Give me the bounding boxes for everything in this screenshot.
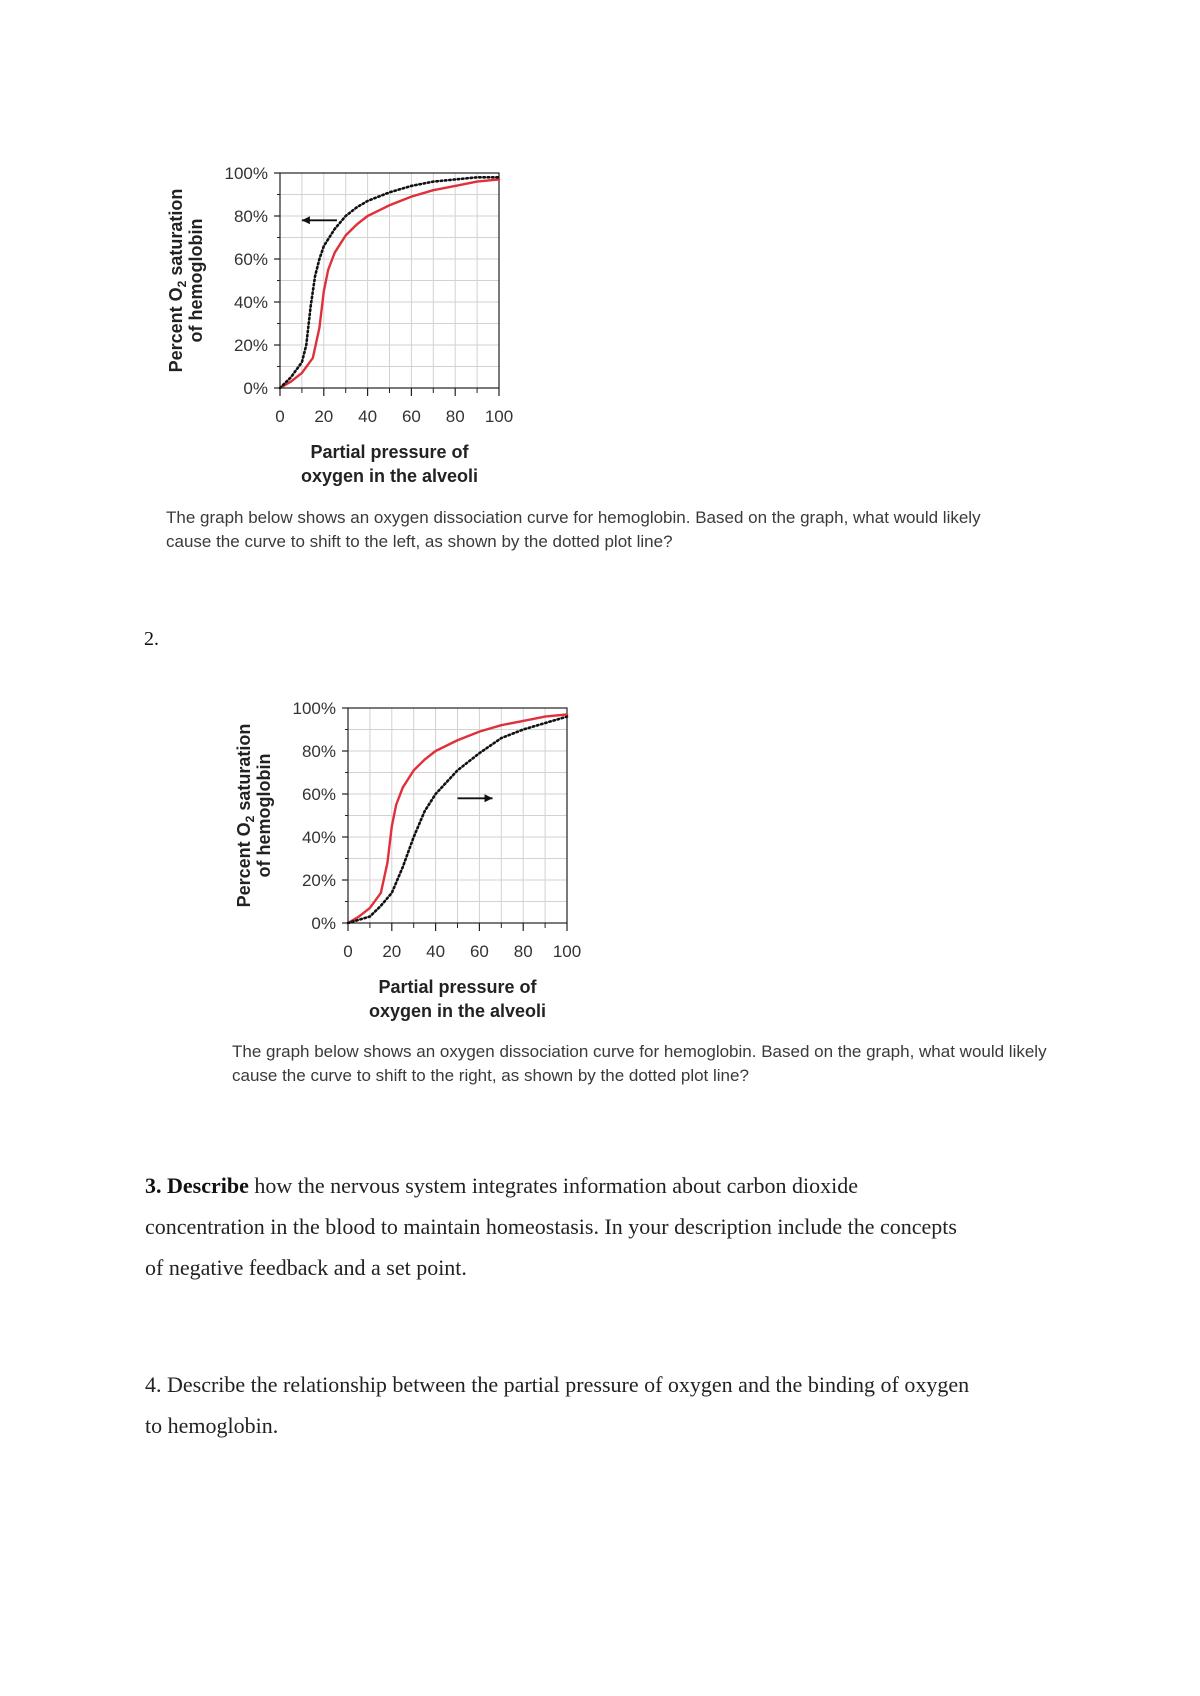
question-3-line1-text: how the nervous system integrates information about carbon dioxide bbox=[248, 1173, 858, 1198]
question-3-line3: of negative feedback and a set point. bbox=[145, 1255, 467, 1280]
chart1-x-axis-title-line1: Partial pressure of bbox=[378, 977, 537, 997]
chart0-x-tick-label: 0 bbox=[275, 407, 285, 426]
chart-shift-right bbox=[208, 685, 628, 1025]
question-3-line2: concentration in the blood to maintain homeostasis. In your description include the concepts bbox=[145, 1214, 957, 1239]
chart1-y-axis-title-subscript: 2 bbox=[243, 815, 257, 823]
chart-shift-left-svg bbox=[140, 150, 560, 490]
question-3 bbox=[145, 1165, 957, 1288]
chart0-shift-arrow-head bbox=[302, 216, 310, 224]
chart0-y-tick-label: 100% bbox=[224, 164, 268, 183]
q2-caption-line2: cause the curve to shift to the right, as shown by the dotted plot line? bbox=[232, 1066, 749, 1085]
chart1-y-tick-label: 0% bbox=[311, 914, 336, 933]
question-3-line1 bbox=[145, 1165, 957, 1206]
chart1-x-tick-label: 80 bbox=[513, 942, 533, 961]
chart0-y-axis-title-line2: of hemoglobin bbox=[186, 218, 206, 343]
question-4 bbox=[145, 1364, 969, 1446]
chart-shift-right-svg bbox=[208, 685, 628, 1025]
chart0-x-tick-label: 60 bbox=[401, 407, 421, 426]
chart0-y-tick-label: 20% bbox=[233, 336, 268, 355]
chart1-y-tick-label: 20% bbox=[301, 871, 336, 890]
chart0-y-tick-label: 0% bbox=[243, 379, 268, 398]
chart1-x-tick-label: 20 bbox=[382, 942, 402, 961]
chart0-shift-arrow bbox=[302, 216, 337, 224]
chart0-x-axis-title-line2: oxygen in the alveoli bbox=[300, 466, 479, 486]
chart0-y-tick-label: 80% bbox=[233, 207, 268, 226]
chart1-y-axis-title-part: saturation bbox=[234, 723, 254, 816]
chart0-x-axis-title-line1: Partial pressure of bbox=[310, 442, 469, 462]
chart1-y-axis-title-line2: of hemoglobin bbox=[254, 753, 274, 878]
question-4-line2: to hemoglobin. bbox=[145, 1413, 279, 1438]
question-4-line1: 4. Describe the relationship between the partial pressure of oxygen and the binding of oxygen bbox=[145, 1372, 970, 1397]
chart1-y-tick-label: 60% bbox=[301, 785, 336, 804]
chart1-y-tick-label: 80% bbox=[301, 742, 336, 761]
chart0-y-axis-title-part: saturation bbox=[166, 188, 186, 281]
chart1-x-tick-label: 60 bbox=[469, 942, 489, 961]
chart0-y-tick-label: 40% bbox=[233, 293, 268, 312]
chart1-y-tick-label: 40% bbox=[301, 828, 336, 847]
q2-caption-line1: The graph below shows an oxygen dissociation curve for hemoglobin. Based on the graph, what would likely bbox=[232, 1042, 1047, 1061]
chart0-x-tick-label: 20 bbox=[314, 407, 334, 426]
chart0-x-tick-label: 80 bbox=[445, 407, 465, 426]
q1-caption-line2: cause the curve to shift to the left, as shown by the dotted plot line? bbox=[166, 532, 673, 551]
chart1-x-tick-label: 0 bbox=[343, 942, 353, 961]
q2-caption bbox=[232, 1040, 1047, 1088]
chart-shift-left bbox=[140, 150, 560, 490]
question-3-lead: 3. Describe bbox=[145, 1173, 249, 1198]
chart0-y-axis-title-part: Percent O bbox=[166, 287, 186, 373]
chart0-y-tick-label: 60% bbox=[233, 250, 268, 269]
chart1-x-tick-label: 40 bbox=[426, 942, 446, 961]
chart1-x-axis-title-line2: oxygen in the alveoli bbox=[368, 1001, 547, 1021]
chart1-x-tick-label: 100 bbox=[552, 942, 582, 961]
chart0-x-tick-label: 40 bbox=[358, 407, 378, 426]
chart1-shift-arrow-head bbox=[485, 794, 493, 802]
chart1-y-axis-title-part: Percent O bbox=[234, 822, 254, 908]
chart1-shift-arrow bbox=[458, 794, 493, 802]
chart0-y-axis-title-subscript: 2 bbox=[175, 280, 189, 288]
q1-caption bbox=[166, 506, 981, 554]
chart1-y-tick-label: 100% bbox=[292, 699, 336, 718]
question-number-2: 2. bbox=[144, 628, 159, 650]
chart0-x-tick-label: 100 bbox=[484, 407, 514, 426]
q1-caption-line1: The graph below shows an oxygen dissociation curve for hemoglobin. Based on the graph, what would likely bbox=[166, 508, 981, 527]
